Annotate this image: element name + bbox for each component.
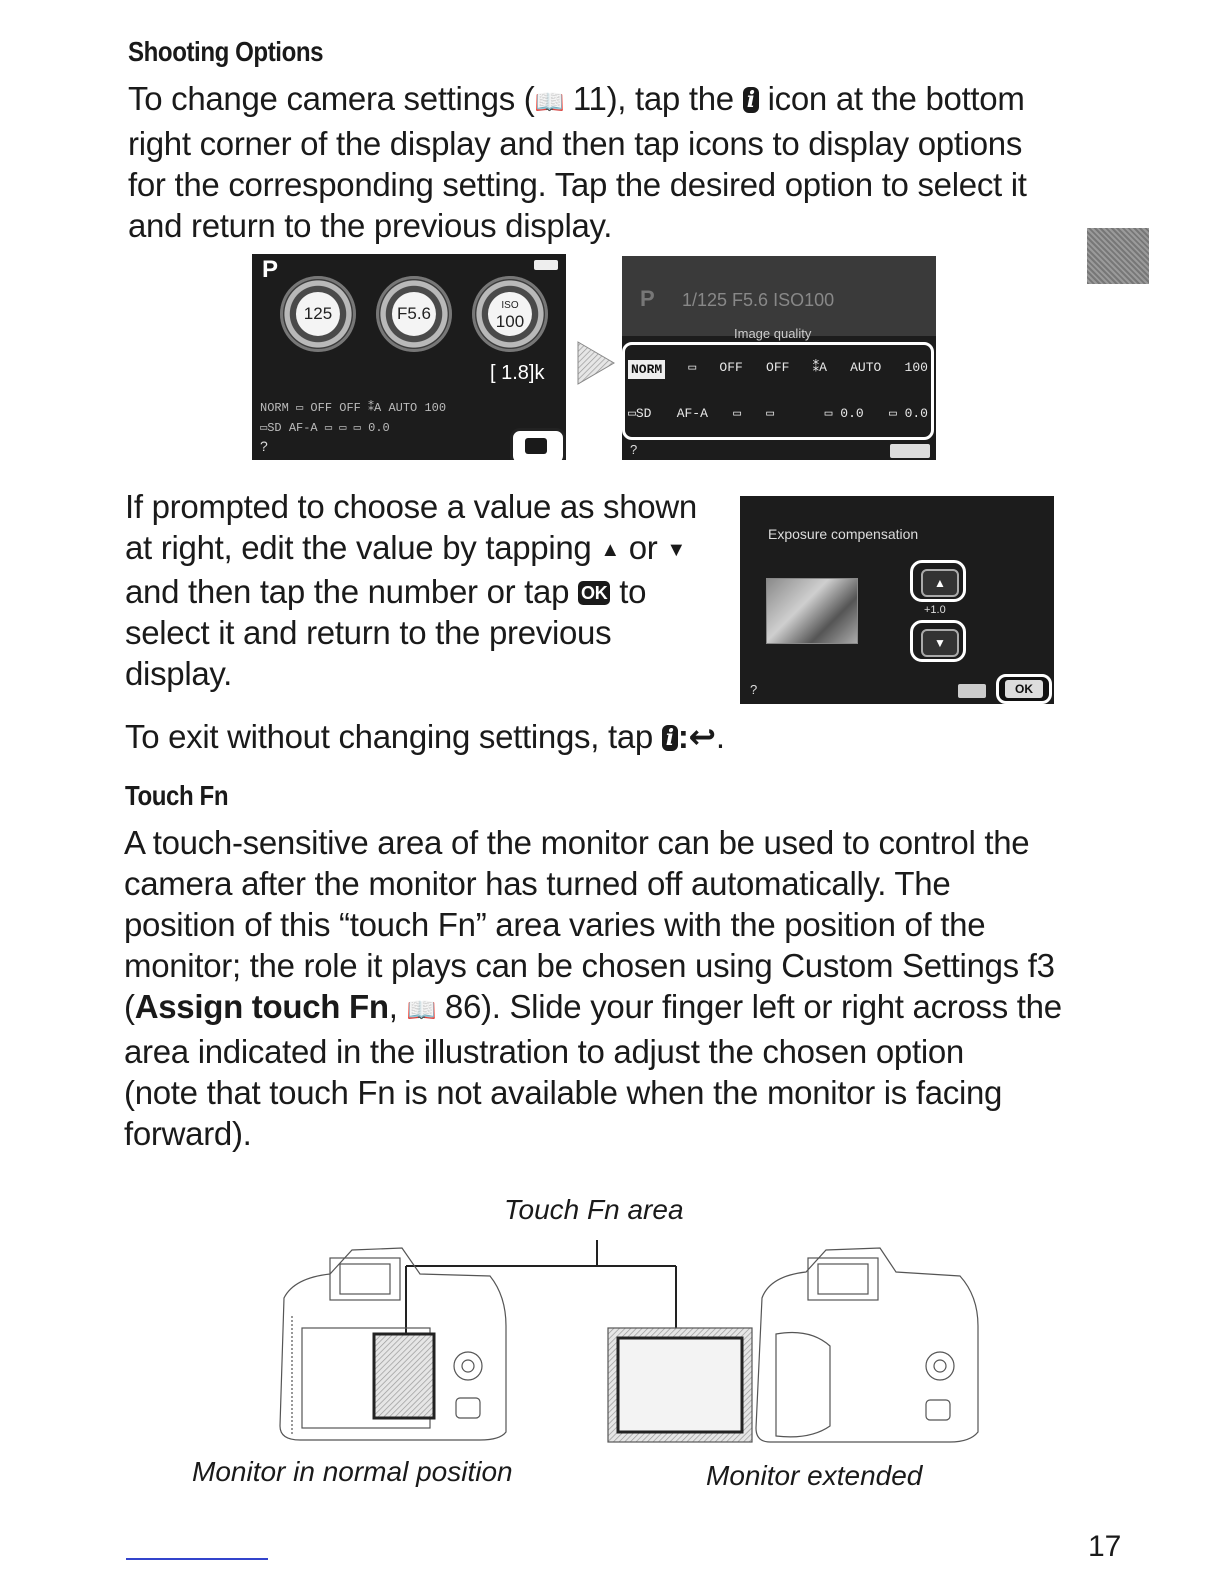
text-line: forward). [124, 1115, 252, 1152]
info-icon [525, 438, 547, 454]
help-icon[interactable]: ? [750, 682, 758, 697]
help-icon[interactable]: ? [630, 442, 638, 457]
wb-option[interactable]: ⁑A [812, 360, 827, 375]
text-line: (note that touch Fn is not available when the monitor is facing [124, 1074, 1003, 1111]
caption-normal-position: Monitor in normal position [192, 1456, 513, 1487]
text-line: display. [125, 655, 233, 692]
text-line: If prompted to choose a value as shown [125, 488, 697, 525]
text: icon at the bottom [758, 80, 1025, 117]
help-icon[interactable]: ? [260, 438, 268, 454]
text-line: select it and return to the previous [125, 614, 612, 651]
battery-icon [534, 260, 558, 270]
arrow-right-icon [574, 338, 618, 388]
text: and then tap the number or tap [125, 573, 579, 610]
picture-control-option[interactable]: ▭SD [628, 406, 652, 421]
iso-option[interactable]: 100 [904, 360, 928, 375]
camera-normal-position [280, 1248, 506, 1440]
text-line: area indicated in the illustration to adjust the chosen option [124, 1033, 964, 1070]
text: , [388, 988, 407, 1025]
text: at right, edit the value by tapping [125, 529, 601, 566]
camera-screen-shooting [252, 254, 566, 460]
camera-illustration [270, 1236, 990, 1456]
aperture-value: F5.6 [392, 292, 436, 336]
info-button-highlight[interactable] [510, 428, 566, 460]
text-line: for the corresponding setting. Tap the desired option to select it [128, 166, 1027, 203]
section-tab-marker [1087, 228, 1149, 284]
book-icon: 📖 [406, 997, 437, 1024]
exposure-compensation-screen [740, 496, 1054, 704]
shooting-info-bar [622, 256, 936, 336]
ok-icon: OK [578, 581, 610, 605]
image-quality-option[interactable]: NORM [628, 360, 665, 379]
up-button-highlight[interactable] [910, 560, 966, 602]
mode-indicator: P [640, 286, 655, 311]
info-icon: i [743, 87, 759, 113]
down-arrow-icon: ▼ [921, 629, 959, 657]
text-line: right corner of the display and then tap icons to display options [128, 125, 1023, 162]
frames-remaining: [ 1.8]k [490, 362, 545, 384]
back-button[interactable] [958, 684, 986, 698]
text-line: camera after the monitor has turned off automatically. The [124, 865, 951, 902]
exposure-comp-option[interactable]: ▭ 0.0 [888, 406, 928, 421]
iso-number: 100 [495, 311, 525, 331]
info-icon: i [662, 725, 678, 751]
af-area-option[interactable]: ▭ [733, 406, 742, 421]
exposure-readout: 1/125 F5.6 ISO100 [682, 290, 835, 310]
aperture-dial[interactable] [376, 276, 452, 352]
back-button[interactable] [890, 444, 930, 458]
menu-title: Image quality [734, 326, 812, 341]
text: to [610, 573, 647, 610]
exposure-title: Exposure compensation [768, 526, 919, 542]
caption-extended: Monitor extended [706, 1460, 923, 1491]
metering-option[interactable]: ▭ [766, 406, 775, 421]
settings-panel-highlight [622, 342, 934, 440]
settings-row-1: NORM ▭ OFF OFF ⁑A AUTO 100 [260, 401, 447, 415]
footer-link-rule [126, 1558, 268, 1560]
text: or [619, 529, 667, 566]
touch-fn-paragraph [124, 822, 1084, 1154]
text-line: A touch-sensitive area of the monitor can be used to control the [124, 824, 1030, 861]
exit-instruction [125, 716, 725, 757]
settings-row-2 [628, 406, 928, 421]
text-line: and return to the previous display. [128, 207, 613, 244]
text: ( [124, 988, 135, 1025]
preview-thumbnail [766, 578, 858, 644]
down-button-highlight[interactable] [910, 620, 966, 662]
camera-screen-settings [622, 256, 936, 460]
image-size-option[interactable]: ▭ [688, 360, 697, 375]
text-line: position of this “touch Fn” area varies with the position of the [124, 906, 986, 943]
iso-value [488, 292, 532, 336]
text: 86). Slide your finger left or right across the [436, 988, 1062, 1025]
ok-button-highlight[interactable] [996, 674, 1052, 704]
text: To change camera settings ( [128, 80, 535, 117]
section-heading-shooting-options: Shooting Options [128, 36, 324, 67]
ok-icon: OK [1005, 680, 1043, 698]
setting-name: Assign touch Fn [134, 988, 389, 1025]
exposure-value[interactable]: +1.0 [924, 604, 946, 616]
page-number: 17 [1088, 1530, 1122, 1563]
text: To exit without changing settings, tap [125, 718, 662, 755]
settings-row-2: ▭SD AF-A ▭ ▭ ▭ 0.0 [260, 421, 390, 435]
settings-row-1 [628, 360, 928, 379]
flash-comp-option[interactable]: ▭ 0.0 [824, 406, 864, 421]
text: 11), tap the [564, 80, 743, 117]
back-icon: :↩ [677, 718, 716, 755]
prompt-paragraph [125, 486, 735, 694]
text-line: monitor; the role it plays can be chosen using Custom Settings f3 [124, 947, 1055, 984]
touch-fn-area-label: Touch Fn area [504, 1194, 684, 1225]
section-heading-touch-fn: Touch Fn [125, 780, 229, 811]
up-arrow-icon: ▲ [921, 569, 959, 597]
book-icon: 📖 [534, 89, 565, 116]
up-arrow-icon: ▲ [600, 539, 620, 561]
text: . [715, 718, 725, 755]
mode-indicator: P [262, 256, 279, 283]
iso-label: ISO [501, 299, 519, 311]
iso-dial[interactable] [472, 276, 548, 352]
iso-auto-option[interactable]: AUTO [850, 360, 882, 375]
shooting-options-paragraph [128, 78, 1088, 246]
adl-option[interactable]: OFF [766, 360, 790, 375]
shutter-value: 125 [296, 292, 340, 336]
focus-mode-option[interactable]: AF-A [676, 406, 708, 421]
hdr-option[interactable]: OFF [719, 360, 743, 375]
camera-monitor-extended [608, 1248, 978, 1442]
shutter-dial[interactable] [280, 276, 356, 352]
down-arrow-icon: ▼ [666, 539, 686, 561]
